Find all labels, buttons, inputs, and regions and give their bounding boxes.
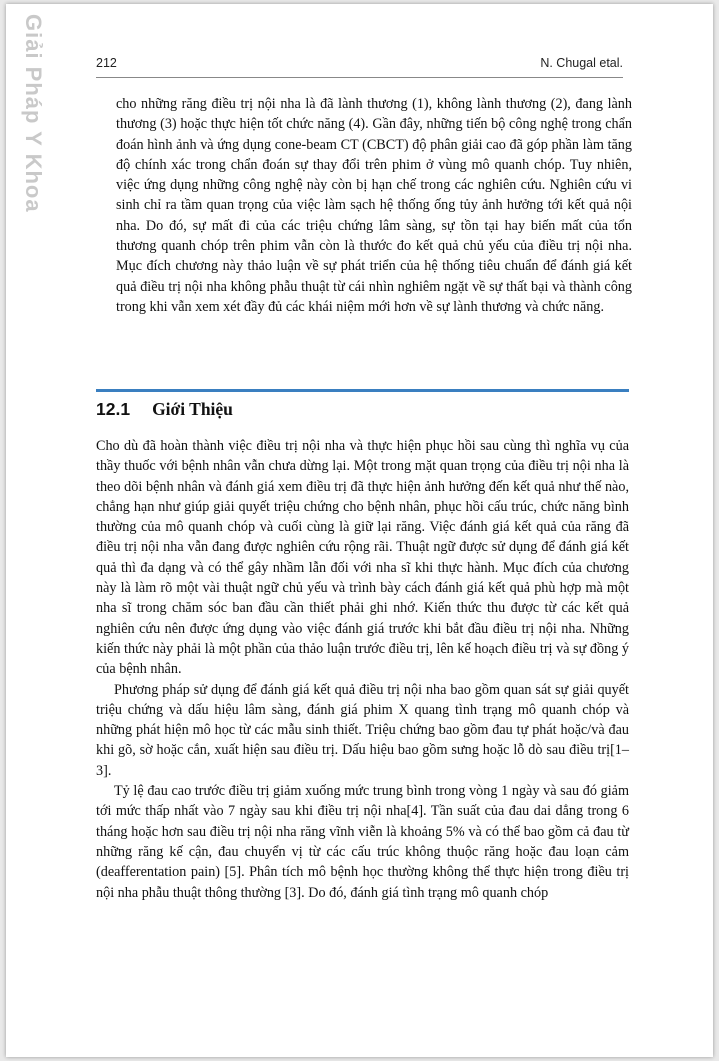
body-text [96, 436, 629, 903]
section-divider [96, 389, 629, 392]
body-paragraph: Cho dù đã hoàn thành việc điều trị nội nha và thực hiện phục hồi sau cùng thì nghĩa vụ của thầy thuốc với bệnh nhân vẫn chưa dừng lại. Một trong mặt quan trọng của điều trị nội nha là theo dõi bệnh nhân và đánh giá xem điều trị đã thực hiện ảnh hưởng đến kết quả như thế nào, chẳng hạn như giúp giải quyết triệu chứng cho bệnh nhân, phục hồi cấu trúc, chức năng bình thường của mô quanh chóp và cuối cùng là giữ lại răng. Việc đánh giá kết quả của răng đã điều trị nội nha vẫn đang được nghiên cứu rộng rãi. Thuật ngữ được sử dụng để đánh giá kết quả thì đa dạng và có thể gây nhầm lẫn đối với nha sĩ khi thực hành. Mục đích của chương này là làm rõ một vài thuật ngữ chủ yếu và trình bày cách đánh giá kết quả phù hợp mà một nha sĩ trong chăm sóc ban đầu cần thiết phải ghi nhớ. Kiến thức thu được từ các kết quả nghiên cứu nên được ứng dụng vào việc đánh giá trước khi bắt đầu điều trị nội nha. Những kiến thức này phải là một phần của thảo luận trước điều trị, lên kế hoạch điều trị và sự đồng ý của bệnh nhân. [96, 438, 629, 678]
watermark: Giải Pháp Y Khoa [21, 14, 46, 213]
section-number: 12.1 [96, 399, 131, 419]
header-divider [96, 77, 623, 78]
page-number: 212 [96, 56, 117, 70]
body-paragraph: Phương pháp sử dụng để đánh giá kết quả điều trị nội nha bao gồm quan sát sự giải quyết triệu chứng và dấu hiệu lâm sàng, đánh giá phim X quang tình trạng mô quanh chóp và những phát hiện mô học từ các mẫu sinh thiết. Triệu chứng bao gồm đau tự phát hoặc/và đau khi gõ, sờ hoặc cắn, xuất hiện sau điều trị. Dấu hiệu bao gồm sưng hoặc lỗ dò sau điều trị[1–3]. [96, 681, 629, 779]
document-page [6, 4, 713, 1057]
section-heading [96, 399, 233, 420]
running-header-authors: N. Chugal etal. [540, 56, 623, 70]
body-paragraph: Tỷ lệ đau cao trước điều trị giảm xuống mức trung bình trong vòng 1 ngày và sau đó giảm tới mức thấp nhất vào 7 ngày sau khi điều trị nội nha[4]. Tần suất của đau dai dẳng trong 6 tháng hoặc hơn sau điều trị nội nha răng vĩnh viễn là khoảng 5% và có thể bao gồm cả đau từ những răng kế cận, đau chuyển vị từ các cấu trúc không thuộc răng hoặc đau loạn cảm (deafferentation pain) [5]. Phân tích mô bệnh học thường không thể thực hiện trong điều trị nội nha phẫu thuật thông thường [3]. Do đó, đánh giá tình trạng mô quanh chóp [96, 783, 629, 901]
section-title: Giới Thiệu [152, 399, 233, 419]
abstract-paragraph: cho những răng điều trị nội nha là đã lành thương (1), không lành thương (2), đang lành thương (3) hoặc thực hiện tốt chức năng (4). Gần đây, những tiến bộ công nghệ trong chẩn đoán hình ảnh và ứng dụng cone-beam CT (CBCT) độ phân giải cao đã góp phần làm tăng độ chính xác trong chẩn đoán sự thay đổi trên phim ở vùng mô quanh chóp. Tuy nhiên, việc ứng dụng những công nghệ này còn bị hạn chế trong các nghiên cứu. Nghiên cứu vi sinh chỉ ra tầm quan trọng của việc làm sạch hệ thống ống tủy ảnh hưởng tới kết quả nội nha. Do đó, sự mất đi của các triệu chứng lâm sàng, sự tồn tại hay biến mất của tổn thương quanh chóp trên phim vẫn còn là thước đo kết quả chủ yếu của điều trị nội nha. Mục đích chương này thảo luận về sự phát triển của hệ thống tiêu chuẩn để đánh giá kết quả điều trị nội nha không phẫu thuật từ cái nhìn nghiêm ngặt về sự thất bại và thành công trong khi vẫn xem xét đầy đủ các khái niệm mới hơn về sự lành thương và chức năng. [116, 96, 632, 315]
